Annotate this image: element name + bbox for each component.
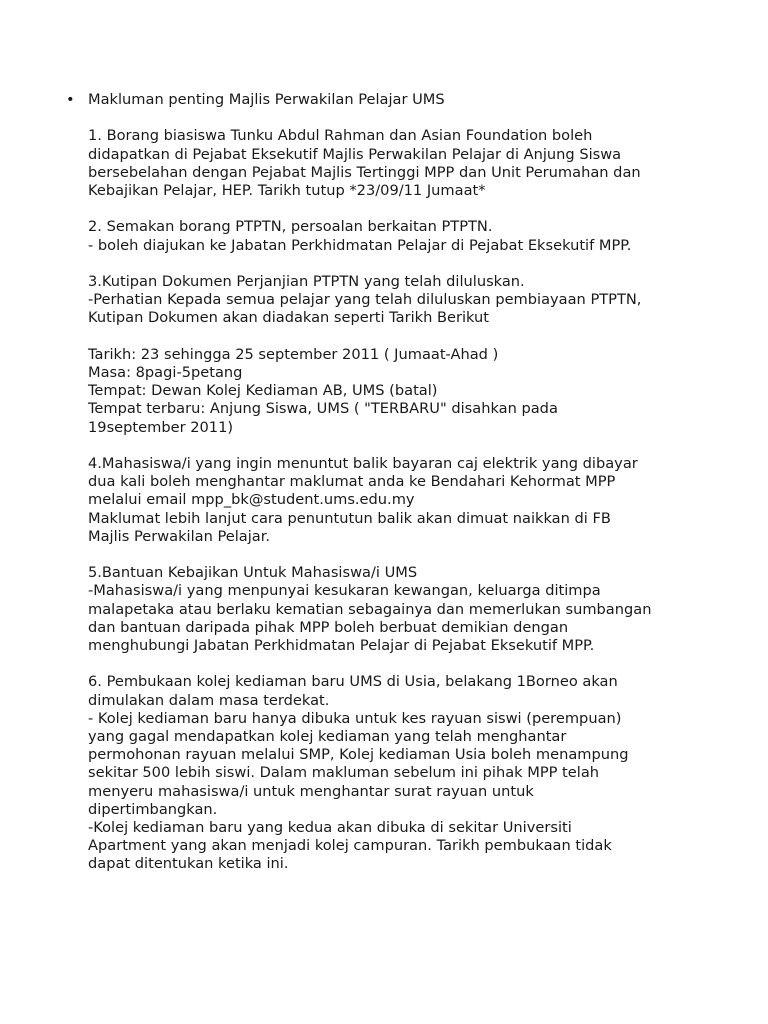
item-3-schedule: Tarikh: 23 sehingga 25 september 2011 ( Jumaat-Ahad ) Masa: 8pagi-5petang Tempat: Dewan Kolej Kediaman AB, UMS (batal) Tempat terbaru: Anjung Siswa, UMS ( "TERBARU" disahkan pada 19september 2011) [88,345,558,436]
document-body [66,91,756,874]
bullet-list-item [66,91,756,874]
item-6-new-college: 6. Pembukaan kolej kediaman baru UMS di Usia, belakang 1Borneo akan dimulakan dalam masa terdekat. - Kolej kediaman baru hanya dibuka untuk kes rayuan siswi (perempuan) yang gagal mendapatkan kolej kediaman yang telah menghantar permohonan rayuan melalui SMP, Kolej kediaman Usia boleh menampung sekitar 500 lebih siswi. Dalam makluman sebelum ini pihak MPP telah menyeru mahasiswa/i untuk menghantar surat rayuan untuk dipertimbangkan. -Kolej kediaman baru yang kedua akan dibuka di sekitar Universiti Apartment yang akan menjadi kolej campuran. Tarikh pembukaan tidak dapat ditentukan ketika ini. [88,673,629,873]
item-3-document-collection: 3.Kutipan Dokumen Perjanjian PTPTN yang telah diluluskan. -Perhatian Kepada semua pelajar yang telah diluluskan pembiayaan PTPTN, Kutipan Dokumen akan diadakan seperti Tarikh Berikut [88,272,642,327]
item-4-electric-refund: 4.Mahasiswa/i yang ingin menuntut balik bayaran caj elektrik yang dibayar dua kali boleh menghantar maklumat anda ke Bendahari Kehormat MPP melalui email mpp_bk@student.ums.edu.my Maklumat lebih lanjut cara penuntutun balik akan dimuat naikkan di FB Majlis Perwakilan Pelajar. [88,454,638,545]
bullet-icon: • [66,91,75,108]
item-1-scholarship: 1. Borang biasiswa Tunku Abdul Rahman dan Asian Foundation boleh didapatkan di Pejabat Eksekutif Majlis Perwakilan Pelajar di Anjung Siswa bersebelahan dengan Pejabat Majlis Tertinggi MPP dan Unit Perumahan dan Kebajikan Pelajar, HEP. Tarikh tutup *23/09/11 Jumaat* [88,127,641,199]
announcement-heading: Makluman penting Majlis Perwakilan Pelajar UMS [88,91,445,108]
item-2-ptptn-form: 2. Semakan borang PTPTN, persoalan berkaitan PTPTN. - boleh diajukan ke Jabatan Perkhidmatan Pelajar di Pejabat Eksekutif MPP. [88,218,632,254]
item-5-welfare-aid: 5.Bantuan Kebajikan Untuk Mahasiswa/i UMS -Mahasiswa/i yang menpunyai kesukaran kewangan, keluarga ditimpa malapetaka atau berlaku kematian sebagainya dan memerlukan sumbangan dan bantuan daripada pihak MPP boleh berbuat demikian dengan menghubungi Jabatan Perkhidmatan Pelajar di Pejabat Eksekutif MPP. [88,564,652,654]
